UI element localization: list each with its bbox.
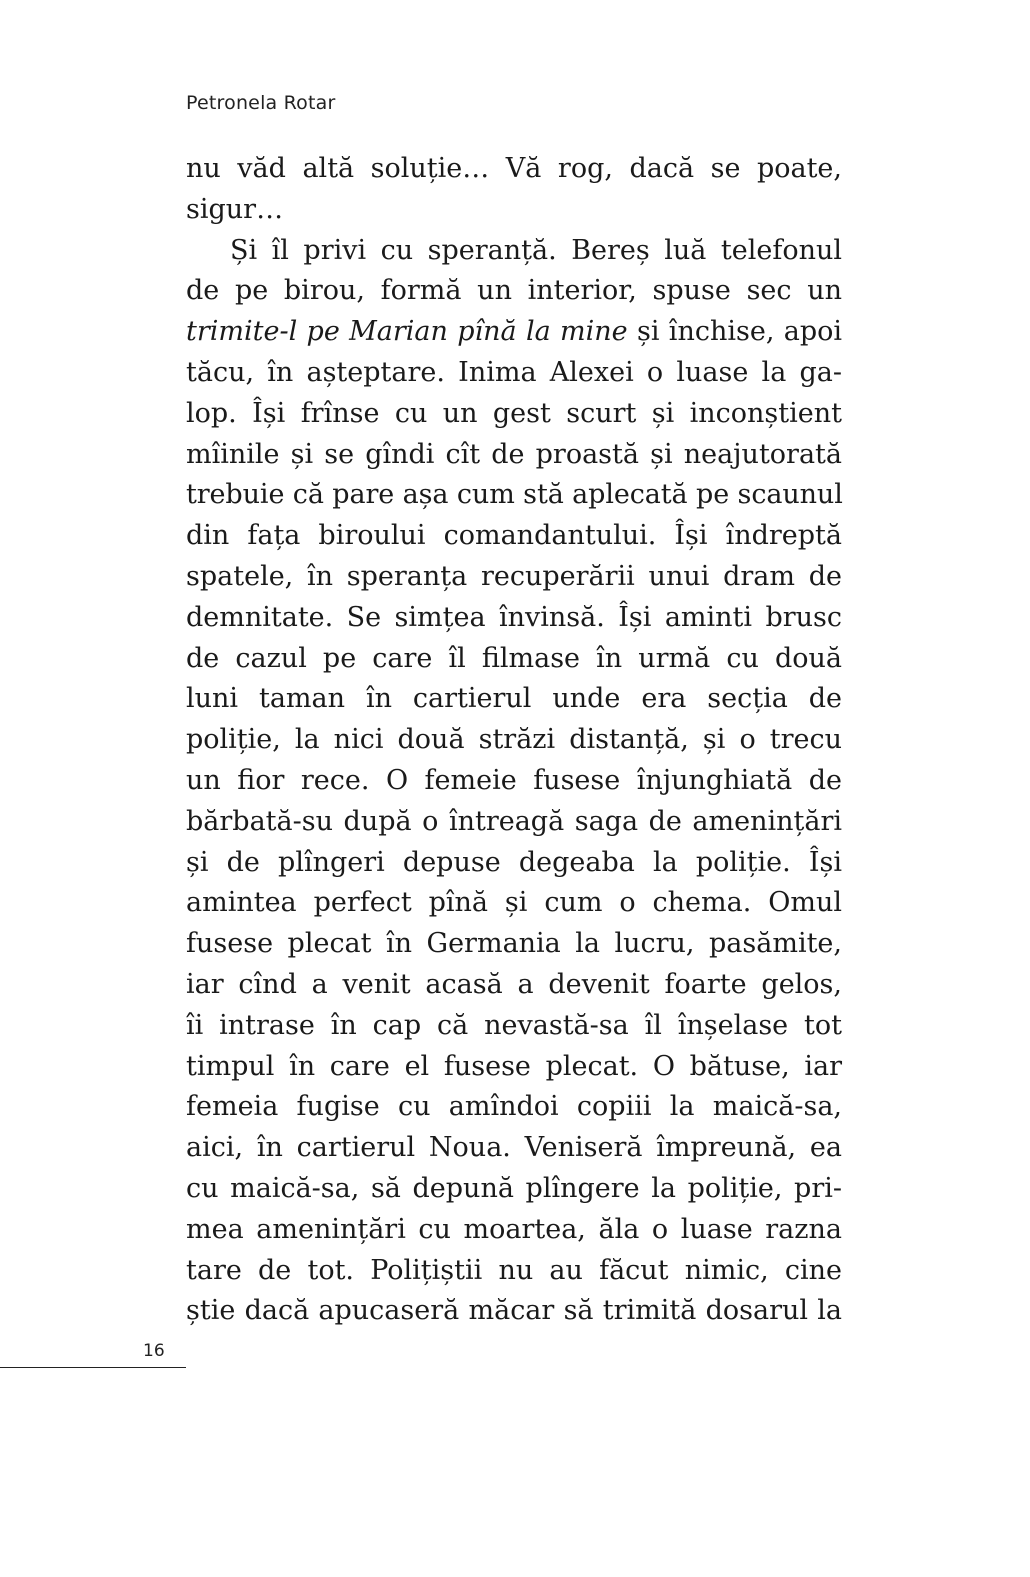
text-line-1: nu văd altă soluție… Vă rog, dacă se poate, xyxy=(186,153,842,184)
text-line-5-rest: și închise, apoi xyxy=(627,316,842,348)
text-line-18: și de plîngeri depuse degeaba la poliție. Își xyxy=(186,846,842,878)
text-line-17: bărbată-su după o întreagă saga de amenințări xyxy=(186,805,842,837)
text-line-11: spatele, în speranța recuperării unui dram de xyxy=(186,560,842,592)
text-line-2: sigur… xyxy=(186,193,284,225)
text-line-29: știe dacă apucaseră măcar să trimită dosarul la xyxy=(186,1295,842,1327)
text-line-8: mîinile și se gîndi cît de proastă și neajutorată xyxy=(186,438,842,470)
text-line-20: fusese plecat în Germania la lucru, pasămite, xyxy=(186,928,842,960)
text-line-5 xyxy=(186,312,842,353)
text-line-27: mea amenințări cu moartea, ăla o luase razna xyxy=(186,1213,842,1245)
text-line-14: luni taman în cartierul unde era secția de xyxy=(186,683,842,715)
text-line-13: de cazul pe care îl filmase în urmă cu două xyxy=(186,642,842,674)
text-line-10: din fața biroului comandantului. Își îndreptă xyxy=(186,520,842,552)
text-line-12: demnitate. Se simțea învinsă. Își aminti brusc xyxy=(186,601,842,633)
text-line-19: amintea perfect pînă și cum o chema. Omul xyxy=(186,887,842,919)
text-line-4: de pe birou, formă un interior, spuse sec un xyxy=(186,275,842,307)
page-number: 16 xyxy=(143,1341,165,1361)
text-line-9: trebuie că pare așa cum stă aplecată pe scaunul xyxy=(186,479,843,511)
text-line-22: îi intrase în cap că nevastă-sa îl înșelase tot xyxy=(186,1009,842,1041)
text-line-3: Și îl privi cu speranță. Bereș luă telefonul xyxy=(230,234,842,266)
text-line-28: tare de tot. Polițiștii nu au făcut nimic, cine xyxy=(186,1254,842,1286)
text-line-26: cu maică-sa, să depună plîngere la poliție, pri- xyxy=(186,1172,842,1204)
text-line-15: poliție, la nici două străzi distanță, și o trecu xyxy=(186,724,842,756)
folio-rule xyxy=(0,1367,186,1368)
italic-quote: trimite-l pe Marian pînă la mine xyxy=(186,316,628,348)
text-line-6: tăcu, în așteptare. Inima Alexei o luase la ga- xyxy=(186,356,842,388)
text-line-23: timpul în care el fusese plecat. O bătuse, iar xyxy=(186,1050,842,1082)
running-head: Petronela Rotar xyxy=(186,92,336,114)
text-line-7: lop. Își frînse cu un gest scurt și inconștient xyxy=(186,397,842,429)
body-text xyxy=(186,149,842,1332)
text-line-25: aici, în cartierul Noua. Veniseră împreună, ea xyxy=(186,1132,842,1164)
text-line-21: iar cînd a venit acasă a devenit foarte gelos, xyxy=(186,968,842,1000)
text-line-16: un fior rece. O femeie fusese înjunghiată de xyxy=(186,764,842,796)
text-line-24: femeia fugise cu amîndoi copiii la maică-sa, xyxy=(186,1091,842,1123)
